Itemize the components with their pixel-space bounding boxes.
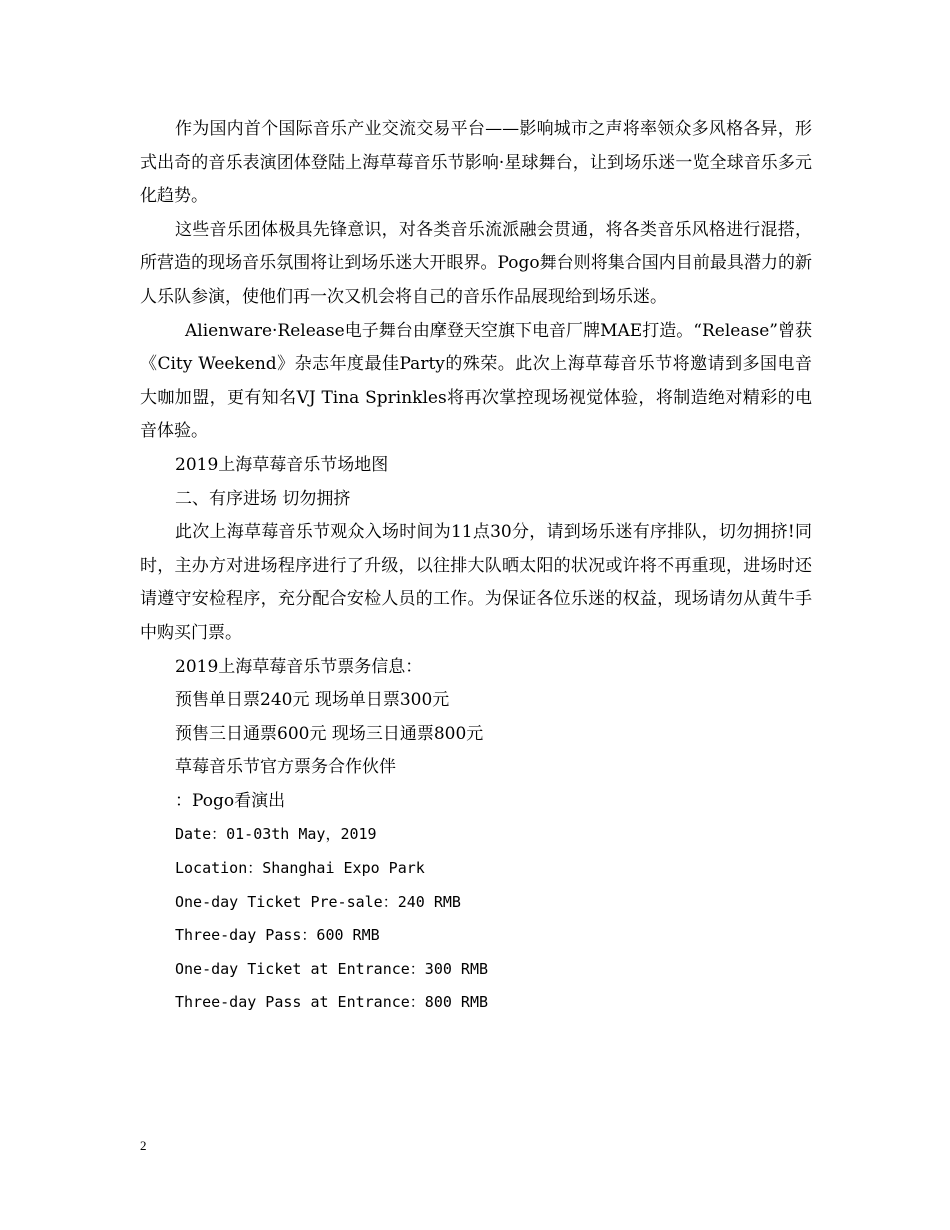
ticket-info-title: 2019上海草莓音乐节票务信息： bbox=[175, 656, 423, 677]
price-oneday-presale: One-day Ticket Pre-sale：240 RMB bbox=[175, 892, 461, 911]
price-threeday-pass: Three-day Pass：600 RMB bbox=[175, 926, 380, 945]
ticket-partner-label: 草莓音乐节官方票务合作伙伴 bbox=[175, 757, 396, 778]
ticket-price-three-day: 预售三日通票600元 现场三日通票800元 bbox=[175, 723, 484, 744]
ticket-price-single: 预售单日票240元 现场单日票300元 bbox=[175, 690, 450, 711]
event-location: Location：Shanghai Expo Park bbox=[175, 859, 425, 878]
page-number: 2 bbox=[140, 1138, 147, 1153]
paragraph-music-groups: 这些音乐团体极具先锋意识，对各类音乐流派融会贯通，将各类音乐风格进行混搭，所营造的现场音乐氛围将让到场乐迷大开眼界。Pogo舞台则将集合国内目前最具潜力的新人乐队参演，使他们再一次又机会将自己的音乐作品展现给到场乐迷。 bbox=[140, 219, 812, 307]
paragraph-release-stage: Alienware·Release电子舞台由摩登天空旗下电音厂牌MAE打造。“Release”曾获《City Weekend》杂志年度最佳Party的殊荣。此次上海草莓音乐节将邀请到多国电音大咖加盟，更有知名VJ Tina Sprinkles将再次掌控现场视觉体验，将制造绝对精彩的电音体验。 bbox=[140, 320, 812, 442]
document-body bbox=[140, 113, 812, 1020]
section-heading: 二、有序进场 切勿拥挤 bbox=[175, 488, 351, 509]
map-title: 2019上海草莓音乐节场地图 bbox=[175, 454, 389, 475]
price-threeday-entrance: Three-day Pass at Entrance：800 RMB bbox=[175, 993, 489, 1012]
paragraph-city-sound: 作为国内首个国际音乐产业交流交易平台——影响城市之声将率领众多风格各异，形式出奇的音乐表演团体登陆上海草莓音乐节影响·星球舞台，让到场乐迷一览全球音乐多元化趋势。 bbox=[140, 119, 812, 207]
ticket-partner-name: ：Pogo看演出 bbox=[175, 790, 286, 811]
event-date: Date：01-03th May，2019 bbox=[175, 825, 377, 844]
paragraph-entry-info: 此次上海草莓音乐节观众入场时间为11点30分，请到场乐迷有序排队，切勿拥挤!同时，主办方对进场程序进行了升级，以往排大队晒太阳的状况或许将不再重现，进场时还请遵守安检程序，充分配合安检人员的工作。为保证各位乐迷的权益，现场请勿从黄牛手中购买门票。 bbox=[140, 522, 812, 643]
price-oneday-entrance: One-day Ticket at Entrance：300 RMB bbox=[175, 959, 489, 978]
